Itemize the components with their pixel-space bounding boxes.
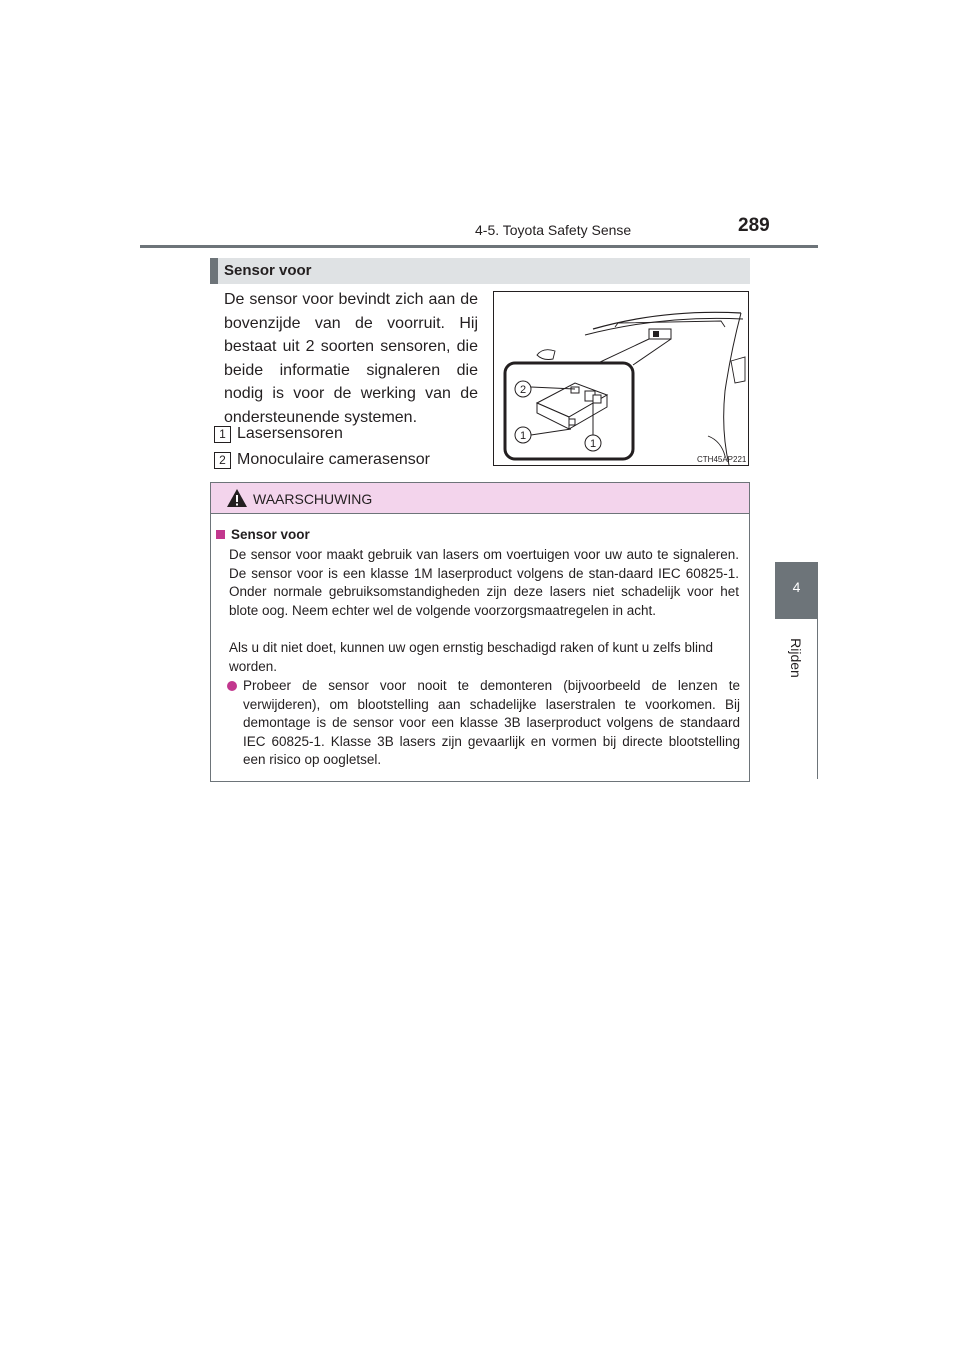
item-label: Lasersensoren	[237, 425, 343, 442]
intro-paragraph: De sensor voor bevindt zich aan de bovenzijde van de voorruit. Hij bestaat uit 2 soorten sensoren, die beide informatie signaleren die nodig is voor de werking van de ondersteunende systemen.	[224, 291, 478, 426]
item-label: Monoculaire camerasensor	[237, 451, 430, 468]
warning-subheading-text: Sensor voor	[231, 527, 310, 542]
page-number: 289	[738, 215, 770, 236]
warning-subheading	[216, 527, 310, 542]
item-number-badge: 2	[214, 452, 231, 469]
chapter-number: 4	[792, 579, 801, 595]
warning-paragraph: De sensor voor maakt gebruik van lasers om voertuigen voor uw auto te signaleren. De sensor voor is een klasse 1M laserproduct volgens de stan-daard IEC 60825-1. Onder normale gebruiksomstandigheden zijn deze lasers niet schadelijk voor het blote oog. Neem echter wel de volgende voorzorgsmaatregelen in acht.	[229, 547, 739, 618]
sensor-illustration	[493, 291, 749, 466]
section-title: Sensor voor	[224, 262, 312, 279]
figure-code: CTH45AP221	[697, 455, 747, 464]
warning-bullet-text: Probeer de sensor voor nooit te demonteren (bijvoorbeeld de lenzen te verwijderen), om blootstelling aan schadelijke laserstralen te voorkomen. Bij demontage is de sensor voor een klasse 3B laserproduct volgens de standaard IEC 60825-1. Klasse 3B lasers zijn gevaarlijk en vormen bij directe blootstelling een risico op oogletsel.	[243, 678, 740, 767]
warning-title: WAARSCHUWING	[253, 491, 373, 507]
section-banner-bar	[210, 258, 218, 284]
item-number-badge: 1	[214, 426, 231, 443]
square-bullet-icon	[216, 530, 225, 539]
list-item	[214, 425, 343, 443]
list-item	[214, 451, 430, 469]
figure-callout-1b: 1	[589, 438, 597, 450]
warning-paragraph: Als u dit niet doet, kunnen uw ogen ernstig beschadigd raken of kunt u zelfs blind worden.	[229, 640, 714, 674]
figure-callout-2: 2	[519, 384, 527, 396]
chapter-rule	[817, 619, 818, 779]
header-rule	[140, 245, 818, 248]
header-section-title: 4-5. Toyota Safety Sense	[475, 222, 632, 238]
figure-callout-1a: 1	[519, 430, 527, 442]
warning-triangle-icon	[226, 488, 248, 508]
chapter-label: Rijden	[788, 638, 804, 678]
round-bullet-icon	[227, 681, 237, 691]
